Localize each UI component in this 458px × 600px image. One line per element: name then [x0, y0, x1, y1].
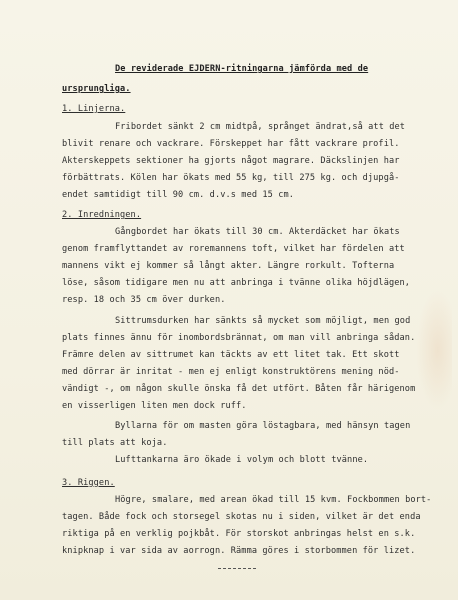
section-2-line: resp. 18 och 35 cm över durken. [62, 295, 226, 305]
section-2-line: en visserligen liten men dock ruff. [62, 401, 247, 411]
section-2-line: med dörrar är inritat - men ej enligt konstruktörens mening nöd- [62, 367, 400, 377]
section-3-line: knipknap i var sida av aorrogn. Rämma göres i storbommen för lizet. [62, 546, 416, 556]
section-2-line: vändigt -, om någon skulle önska få det utfört. Båten får härigenom [62, 384, 416, 394]
section-1-line: blivit renare och vackrare. Förskeppet har fått vackrare profil. [62, 139, 400, 149]
section-2-line: löse, såsom tidigare men nu att anbringa i tvänne olika höjdlägen, [62, 278, 411, 288]
section-2-line: till plats att koja. [62, 438, 168, 448]
section-1-line: förbättrats. Kölen har ökats med 55 kg, till 275 kg. och djupgå- [62, 173, 400, 183]
document-title-line-1: De reviderade EJDERN-ritningarna jämförda med de [115, 64, 369, 74]
section-2-line: Lufttankarna äro ökade i volym och blott tvänne. [115, 455, 369, 465]
paper-stain [416, 290, 452, 410]
section-1-line: Fribordet sänkt 2 cm midtpå, språnget ändrat,så att det [115, 122, 406, 132]
section-1-line: Akterskeppets sektioner ha gjorts något magrare. Däckslinjen har [62, 156, 400, 166]
section-2-line: genom framflyttandet av roremannens toft, vilket har fördelen att [62, 244, 405, 254]
section-2-line: mannens vikt ej kommer så långt akter. Längre rorkult. Tofterna [62, 261, 395, 271]
section-1-line: endet samtidigt till 90 cm. d.v.s med 15 cm. [62, 190, 295, 200]
page-end-mark [218, 568, 256, 571]
section-2-line: Gångbordet har ökats till 30 cm. Akterdäcket har ökats [115, 227, 400, 237]
section-3-line: Högre, smalare, med arean ökad till 15 kvm. Fockbommen bort- [115, 495, 432, 505]
section-3-heading: 3. Riggen. [62, 478, 115, 488]
section-1-heading: 1. Linjerna. [62, 104, 126, 114]
section-3-line: tagen. Både fock och storsegel skotas nu i siden, vilket är det enda [62, 512, 421, 522]
section-3-line: riktiga på en verklig pojkbåt. För storskot anbringas helst en s.k. [62, 529, 416, 539]
section-2-line: plats finnes ännu för inombordsbrännat, om man vill anbringa sådan. [62, 333, 416, 343]
section-2-line: Främre delen av sittrumet kan täckts av ett litet tak. Ett skott [62, 350, 400, 360]
section-2-heading: 2. Inredningen. [62, 210, 142, 220]
section-2-line: Byllarna för om masten göra löstagbara, med hänsyn tagen [115, 421, 411, 431]
section-2-line: Sittrumsdurken har sänkts så mycket som möjligt, men god [115, 316, 411, 326]
document-title-line-2: ursprungliga. [62, 84, 131, 94]
